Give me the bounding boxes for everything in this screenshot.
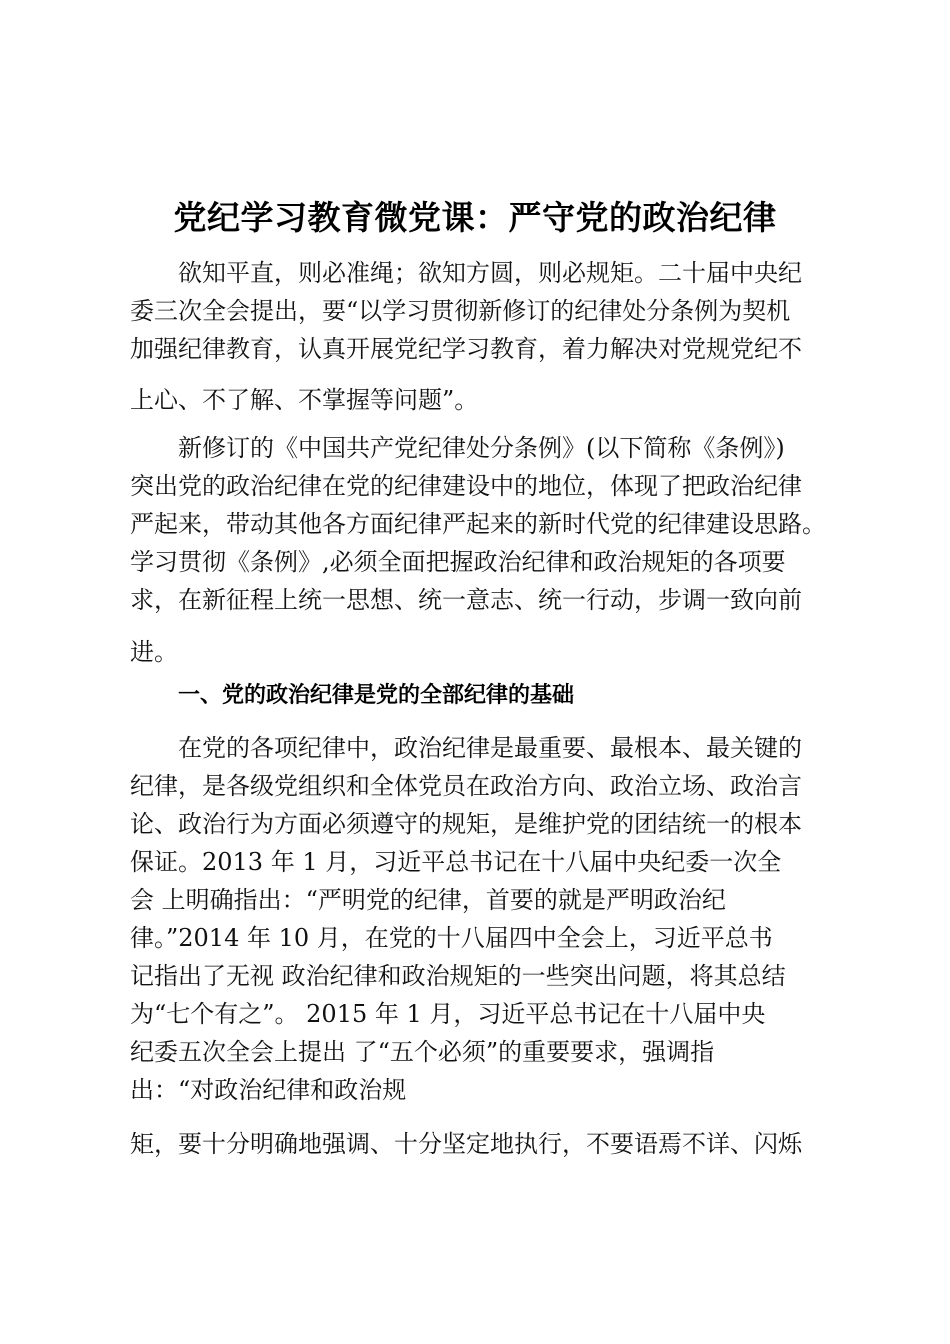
paragraph-3-line-8: 为“七个有之”。 2015 年 1 月，习近平总书记在十八届中央 [130,1000,766,1028]
paragraph-3-line-2: 纪律，是各级党组织和全体党员在政治方向、政治立场、政治言 [130,772,802,800]
paragraph-1-line-3: 加强纪律教育，认真开展党纪学习教育，着力解决对党规党纪不 [130,335,802,363]
paragraph-2-line-3: 严起来，带动其他各方面纪律严起来的新时代党的纪律建设思路。 [130,510,826,538]
paragraph-3-line-9: 纪委五次全会上提出 了“五个必须”的重要要求，强调指 [130,1038,715,1066]
paragraph-3-line-7: 记指出了无视 政治纪律和政治规矩的一些突出问题，将其总结 [130,962,786,990]
paragraph-1-line-2: 委三次全会提出，要“以学习贯彻新修订的纪律处分条例为契机 [130,297,791,325]
paragraph-2-line-4: 学习贯彻《条例》,必须全面把握政治纪律和政治规矩的各项要 [130,548,786,576]
paragraph-3-line-1: 在党的各项纪律中，政治纪律是最重要、最根本、最关键的 [178,734,802,762]
paragraph-2-line-5: 求，在新征程上统一思想、统一意志、统一行动，步调一致向前 [130,586,802,614]
paragraph-3-line-10: 出：“对政治纪律和政治规 [130,1076,407,1104]
paragraph-1-line-4: 上心、不了解、不掌握等问题”。 [130,386,479,414]
paragraph-3-line-4: 保证。2013 年 1 月，习近平总书记在十八届中央纪委一次全 [130,848,782,876]
document-title: 党纪学习教育微党课：严守党的政治纪律 [173,198,777,237]
paragraph-2-line-1: 新修订的《中国共产党纪律处分条例》(以下简称《条例》) [178,434,785,462]
paragraph-2-line-6: 进。 [130,638,178,666]
paragraph-3-line-3: 论、政治行为方面必须遵守的规矩，是维护党的团结统一的根本 [130,810,802,838]
paragraph-2-line-2: 突出党的政治纪律在党的纪律建设中的地位，体现了把政治纪律 [130,472,802,500]
section-heading-1: 一、党的政治纪律是党的全部纪律的基础 [178,683,575,708]
paragraph-3-line-6: 律。”2014 年 10 月，在党的十八届四中全会上，习近平总书 [130,924,773,952]
paragraph-1-line-1: 欲知平直，则必准绳；欲知方圆，则必规矩。二十届中央纪 [178,259,802,287]
paragraph-3-line-5: 会 上明确指出：“严明党的纪律，首要的就是严明政治纪 [130,886,726,914]
paragraph-3-line-11: 矩，要十分明确地强调、十分坚定地执行，不要语焉不详、闪烁 [130,1130,802,1158]
